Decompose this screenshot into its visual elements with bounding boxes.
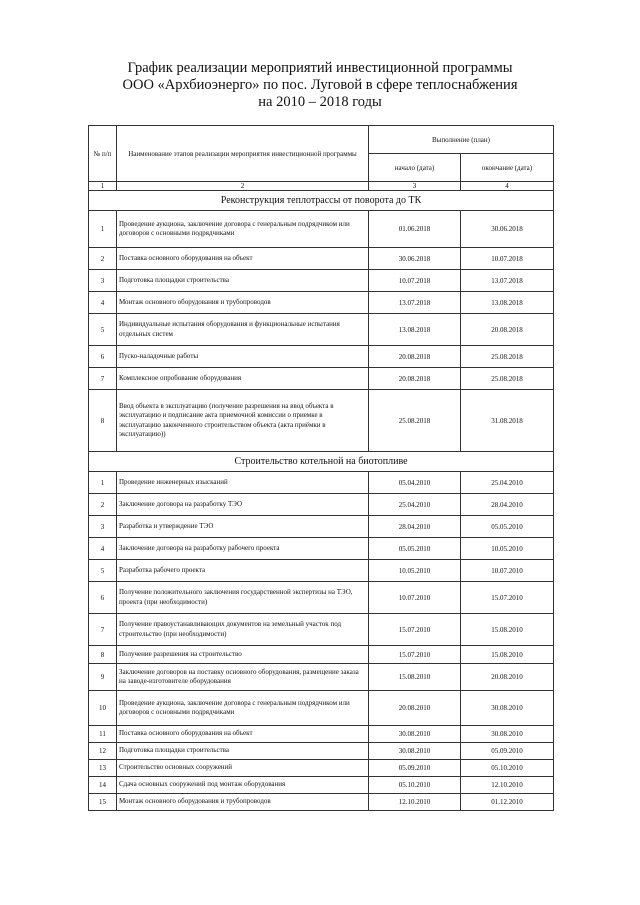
table-row	[89, 614, 554, 646]
row-number: 7	[89, 368, 117, 390]
end-date: 15.07.2010	[461, 582, 554, 614]
section-title: Реконструкция теплотрассы от поворота до ТК	[89, 191, 554, 211]
row-number: 8	[89, 646, 117, 664]
title-line-2: ООО «Архбиоэнерго» по пос. Луговой в сфере теплоснабжения	[122, 77, 518, 93]
stage-name: Проведение аукциона, заключение договора с генеральным подрядчиком или договоров с основными подрядчиками	[117, 211, 369, 248]
start-date: 05.05.2010	[369, 538, 461, 560]
start-date: 28.04.2010	[369, 516, 461, 538]
schedule-table-body	[89, 182, 554, 811]
section-header-row	[89, 191, 554, 211]
header-num: № п/п	[89, 126, 117, 182]
start-date: 15.07.2010	[369, 646, 461, 664]
table-row	[89, 390, 554, 452]
start-date: 30.08.2010	[369, 743, 461, 760]
table-row	[89, 646, 554, 664]
end-date: 30.08.2010	[461, 691, 554, 726]
stage-name: Монтаж основного оборудования и трубопроводов	[117, 794, 369, 811]
table-row	[89, 346, 554, 368]
column-index: 1	[89, 182, 117, 191]
start-date: 20.08.2010	[369, 691, 461, 726]
title-line-1: График реализации мероприятий инвестиционной программы	[127, 60, 513, 76]
stage-name: Заключение договора на разработку рабочего проекта	[117, 538, 369, 560]
column-index: 2	[117, 182, 369, 191]
stage-name: Проведение аукциона, заключение договора с генеральным подрядчиком или договоров с основными подрядчиками	[117, 691, 369, 726]
stage-name: Поставка основного оборудования на объект	[117, 726, 369, 743]
stage-name: Строительство основных сооружений	[117, 760, 369, 777]
end-date: 01.12.2010	[461, 794, 554, 811]
stage-name: Получение положительного заключения государственной экспертизы на ТЭО, проекта (при необходимости)	[117, 582, 369, 614]
header-end: окончание (дата)	[461, 154, 554, 182]
stage-name: Пуско-наладочные работы	[117, 346, 369, 368]
table-row	[89, 560, 554, 582]
table-row	[89, 494, 554, 516]
schedule-table	[88, 125, 554, 811]
table-row	[89, 270, 554, 292]
column-index-row	[89, 182, 554, 191]
table-row	[89, 314, 554, 346]
stage-name: Комплексное опробование оборудования	[117, 368, 369, 390]
stage-name: Подготовка площадки строительства	[117, 270, 369, 292]
end-date: 10.07.2018	[461, 248, 554, 270]
column-index: 3	[369, 182, 461, 191]
table-row	[89, 760, 554, 777]
start-date: 10.05.2010	[369, 560, 461, 582]
table-row	[89, 691, 554, 726]
start-date: 20.08.2018	[369, 346, 461, 368]
row-number: 5	[89, 314, 117, 346]
row-number: 3	[89, 270, 117, 292]
row-number: 2	[89, 494, 117, 516]
end-date: 05.09.2010	[461, 743, 554, 760]
row-number: 6	[89, 582, 117, 614]
table-row	[89, 516, 554, 538]
start-date: 30.06.2018	[369, 248, 461, 270]
table-row	[89, 368, 554, 390]
stage-name: Проведение инженерных изысканий	[117, 472, 369, 494]
row-number: 1	[89, 472, 117, 494]
stage-name: Получение правоустанавливающих документов на земельный участок под строительство (при необходимости)	[117, 614, 369, 646]
table-row	[89, 248, 554, 270]
stage-name: Разработка рабочего проекта	[117, 560, 369, 582]
end-date: 25.04.2010	[461, 472, 554, 494]
table-row	[89, 292, 554, 314]
row-number: 13	[89, 760, 117, 777]
start-date: 12.10.2010	[369, 794, 461, 811]
row-number: 5	[89, 560, 117, 582]
stage-name: Получение разрешения на строительство	[117, 646, 369, 664]
stage-name: Заключение договоров на поставку основного оборудования, размещение заказа на заводе-изготовителе оборудования	[117, 664, 369, 691]
table-row	[89, 538, 554, 560]
stage-name: Монтаж основного оборудования и трубопроводов	[117, 292, 369, 314]
end-date: 30.08.2010	[461, 726, 554, 743]
start-date: 05.09.2010	[369, 760, 461, 777]
start-date: 01.06.2018	[369, 211, 461, 248]
row-number: 2	[89, 248, 117, 270]
end-date: 13.07.2018	[461, 270, 554, 292]
start-date: 30.08.2010	[369, 726, 461, 743]
table-row	[89, 777, 554, 794]
start-date: 05.04.2010	[369, 472, 461, 494]
start-date: 15.08.2010	[369, 664, 461, 691]
end-date: 10.05.2010	[461, 538, 554, 560]
title-line-3: на 2010 – 2018 годы	[258, 94, 382, 110]
end-date: 05.10.2010	[461, 760, 554, 777]
start-date: 25.08.2018	[369, 390, 461, 452]
start-date: 15.07.2010	[369, 614, 461, 646]
start-date: 05.10.2010	[369, 777, 461, 794]
start-date: 13.08.2018	[369, 314, 461, 346]
start-date: 25.04.2010	[369, 494, 461, 516]
end-date: 30.06.2018	[461, 211, 554, 248]
stage-name: Поставка основного оборудования на объект	[117, 248, 369, 270]
stage-name: Ввод объекта в эксплуатацию (получение разрешения на ввод объекта в эксплуатацию и подписание акта приемочной комиссии о приемке в эксплуатацию законченного строительством объекта (акта приёмки в эксплуатацию))	[117, 390, 369, 452]
end-date: 20.08.2018	[461, 314, 554, 346]
end-date: 12.10.2010	[461, 777, 554, 794]
end-date: 20.08.2010	[461, 664, 554, 691]
row-number: 7	[89, 614, 117, 646]
end-date: 28.04.2010	[461, 494, 554, 516]
row-number: 4	[89, 538, 117, 560]
header-execution: Выполнение (план)	[369, 126, 554, 154]
table-row	[89, 743, 554, 760]
stage-name: Сдача основных сооружений под монтаж оборудования	[117, 777, 369, 794]
table-row	[89, 582, 554, 614]
column-index: 4	[461, 182, 554, 191]
row-number: 9	[89, 664, 117, 691]
end-date: 10.07.2010	[461, 560, 554, 582]
header-name: Наименование этапов реализации мероприятия инвестиционной программы	[117, 126, 369, 182]
header-start: начало (дата)	[369, 154, 461, 182]
end-date: 13.08.2018	[461, 292, 554, 314]
start-date: 13.07.2018	[369, 292, 461, 314]
end-date: 15.08.2010	[461, 614, 554, 646]
row-number: 10	[89, 691, 117, 726]
row-number: 11	[89, 726, 117, 743]
document-title	[0, 60, 640, 111]
end-date: 31.08.2018	[461, 390, 554, 452]
row-number: 8	[89, 390, 117, 452]
table-row	[89, 472, 554, 494]
start-date: 10.07.2010	[369, 582, 461, 614]
stage-name: Подготовка площадки строительства	[117, 743, 369, 760]
table-row	[89, 794, 554, 811]
start-date: 20.08.2018	[369, 368, 461, 390]
table-row	[89, 664, 554, 691]
section-title: Строительство котельной на биотопливе	[89, 452, 554, 472]
stage-name: Индивидуальные испытания оборудования и функциональные испытания отдельных систем	[117, 314, 369, 346]
end-date: 25.08.2018	[461, 368, 554, 390]
section-header-row	[89, 452, 554, 472]
table-row	[89, 726, 554, 743]
stage-name: Разработка и утверждение ТЭО	[117, 516, 369, 538]
row-number: 4	[89, 292, 117, 314]
end-date: 05.05.2010	[461, 516, 554, 538]
row-number: 6	[89, 346, 117, 368]
stage-name: Заключение договора на разработку ТЭО	[117, 494, 369, 516]
table-row	[89, 211, 554, 248]
row-number: 12	[89, 743, 117, 760]
row-number: 3	[89, 516, 117, 538]
end-date: 15.08.2010	[461, 646, 554, 664]
start-date: 10.07.2018	[369, 270, 461, 292]
end-date: 25.08.2018	[461, 346, 554, 368]
row-number: 15	[89, 794, 117, 811]
row-number: 14	[89, 777, 117, 794]
row-number: 1	[89, 211, 117, 248]
